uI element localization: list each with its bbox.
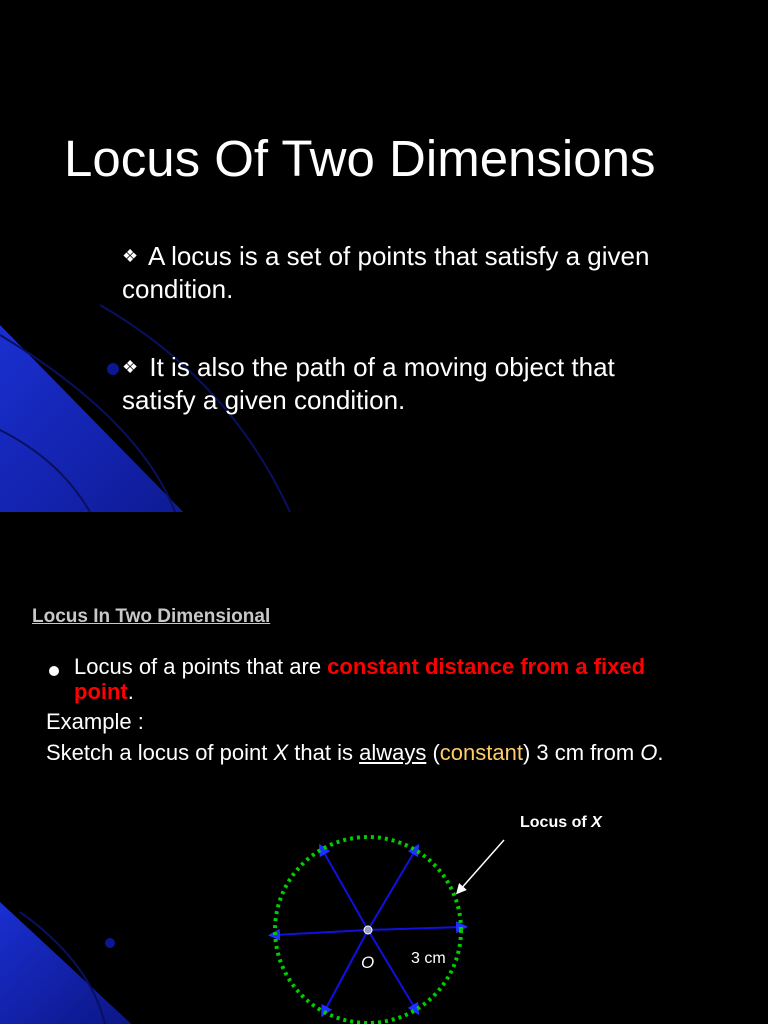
radius-line	[368, 930, 416, 1010]
example-label: Example :	[46, 709, 144, 734]
diamond-bullet-icon: ❖	[122, 357, 139, 377]
bullet-text: .	[127, 679, 134, 704]
sketch-text: Sketch a locus of point	[46, 740, 274, 765]
radius-line	[322, 849, 368, 930]
bullet-item	[122, 351, 682, 417]
highlight-text: constant distance from a fixed point	[74, 654, 646, 704]
constant-text: constant	[439, 740, 523, 765]
bullet-dot-icon	[49, 666, 59, 676]
decorative-dot	[105, 938, 115, 948]
slide-title: Locus Of Two Dimensions	[64, 130, 656, 187]
locus-circle-diagram	[255, 802, 515, 1024]
sketch-text: (	[426, 740, 440, 765]
always-text: always	[359, 740, 427, 765]
bullet-text: Locus of a points that are	[74, 654, 328, 679]
sketch-text: ) 3 cm from	[522, 740, 641, 765]
bullet-item	[122, 240, 682, 306]
variable-x: X	[273, 740, 289, 765]
callout-text: Locus of	[520, 814, 592, 831]
radius-line	[368, 849, 416, 930]
blue-triangle-shape	[0, 902, 140, 1024]
sketch-instruction	[46, 740, 766, 765]
sketch-text: .	[657, 740, 664, 765]
bullet-text: It is also the path of a moving object that satisfy a given condition.	[122, 352, 615, 415]
radius-label: 3 cm	[411, 950, 446, 967]
callout-arrow	[459, 840, 504, 891]
variable-o: O	[640, 740, 658, 765]
callout-variable: X	[591, 814, 602, 831]
diamond-bullet-icon: ❖	[122, 246, 139, 266]
locus-definition-bullet	[74, 654, 694, 704]
sketch-text: that is	[288, 740, 360, 765]
decorative-dot	[107, 363, 119, 375]
slide-2	[0, 512, 768, 1024]
radius-line	[274, 930, 368, 935]
bullet-text: A locus is a set of points that satisfy a given condition.	[122, 241, 650, 304]
center-label: O	[361, 953, 375, 972]
locus-callout-label	[520, 814, 602, 832]
center-point	[364, 926, 372, 934]
section-heading: Locus In Two Dimensional	[32, 606, 271, 627]
radius-line	[368, 927, 462, 930]
